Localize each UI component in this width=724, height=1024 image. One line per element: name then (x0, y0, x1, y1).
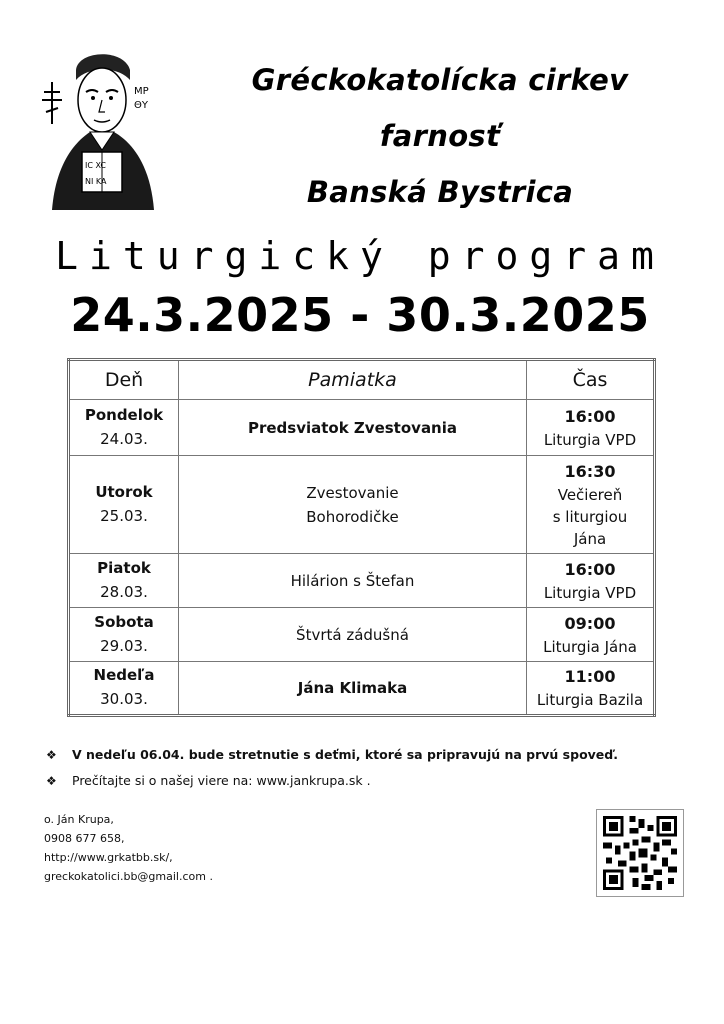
table-row (69, 456, 655, 554)
contact-website[interactable]: http://www.grkatbb.sk/, (44, 851, 173, 864)
svg-text:NI KA: NI KA (85, 177, 107, 186)
day-date: 25.03. (100, 506, 148, 525)
column-header-time: Čas (527, 360, 655, 400)
pamiatka-cell: Štvrtá zádušná (179, 608, 527, 662)
diamond-bullet-icon: ❖ (46, 748, 57, 762)
svg-text:IC XC: IC XC (85, 161, 106, 170)
service-time: 16:30 (564, 461, 616, 481)
time-cell (527, 456, 655, 554)
time-cell (527, 608, 655, 662)
day-date: 29.03. (100, 636, 148, 655)
announcements (46, 742, 618, 794)
time-cell (527, 662, 655, 716)
service-type: Liturgia Bazila (536, 691, 644, 709)
table-row (69, 608, 655, 662)
day-name: Piatok (97, 558, 151, 577)
table-row (69, 662, 655, 716)
day-name: Sobota (94, 612, 154, 631)
qr-code-icon (596, 809, 684, 897)
time-cell (527, 400, 655, 456)
day-date: 28.03. (100, 582, 148, 601)
day-cell (69, 400, 179, 456)
saint-portrait-illustration (38, 40, 166, 210)
column-header-day: Deň (69, 360, 179, 400)
diamond-bullet-icon: ❖ (46, 774, 57, 788)
date-range: 24.3.2025 - 30.3.2025 (70, 288, 650, 342)
city-name: Banská Bystrica (306, 175, 574, 209)
day-name: Utorok (95, 482, 153, 501)
day-name: Nedeľa (93, 666, 155, 684)
liturgical-schedule-table (67, 358, 656, 717)
pamiatka-line: Zvestovanie (306, 483, 399, 502)
service-time: 16:00 (564, 406, 616, 426)
pamiatka-cell: Jána Klimaka (179, 662, 527, 716)
service-type: Večiereň (557, 485, 623, 504)
header (180, 52, 700, 220)
pamiatka-line: Bohorodičke (306, 507, 399, 526)
contact-info (44, 810, 213, 886)
table-row (69, 400, 655, 456)
day-date: 30.03. (100, 690, 148, 708)
service-type: s liturgiou (552, 507, 628, 526)
day-cell (69, 456, 179, 554)
day-name: Pondelok (84, 405, 164, 424)
contact-name: o. Ján Krupa, (44, 813, 114, 826)
service-type: Liturgia VPD (543, 583, 637, 602)
service-type: Liturgia VPD (543, 430, 637, 449)
pamiatka-cell: Predsviatok Zvestovania (179, 400, 527, 456)
contact-email[interactable]: greckokatolici.bb@gmail.com . (44, 870, 213, 883)
day-cell (69, 608, 179, 662)
service-type: Jána (573, 529, 607, 548)
svg-text:ΘY: ΘY (134, 100, 148, 111)
pamiatka-cell: Hilárion s Štefan (179, 554, 527, 608)
day-cell (69, 662, 179, 716)
table-row (69, 554, 655, 608)
page-title: Liturgický program (55, 234, 665, 278)
service-time: 16:00 (564, 559, 616, 579)
service-time: 11:00 (564, 667, 616, 686)
day-date: 24.03. (100, 429, 148, 448)
announcement-item: ❖ V nedeľu 06.04. bude stretnutie s deťmi, ktoré sa pripravujú na prvú spoveď. (46, 742, 618, 768)
table-header-row (69, 360, 655, 400)
contact-phone: 0908 677 658, (44, 832, 125, 845)
svg-text:MP: MP (134, 86, 149, 97)
service-type: Liturgia Jána (543, 637, 637, 656)
column-header-pamiatka: Pamiatka (179, 360, 527, 400)
announcement-item: ❖ Prečítajte si o našej viere na: www.jankrupa.sk . (46, 768, 618, 794)
church-name: Gréckokatolícka cirkev (251, 63, 629, 97)
parish-label: farnosť (379, 119, 501, 153)
pamiatka-cell (179, 456, 527, 554)
day-cell (69, 554, 179, 608)
time-cell (527, 554, 655, 608)
service-time: 09:00 (564, 613, 616, 633)
